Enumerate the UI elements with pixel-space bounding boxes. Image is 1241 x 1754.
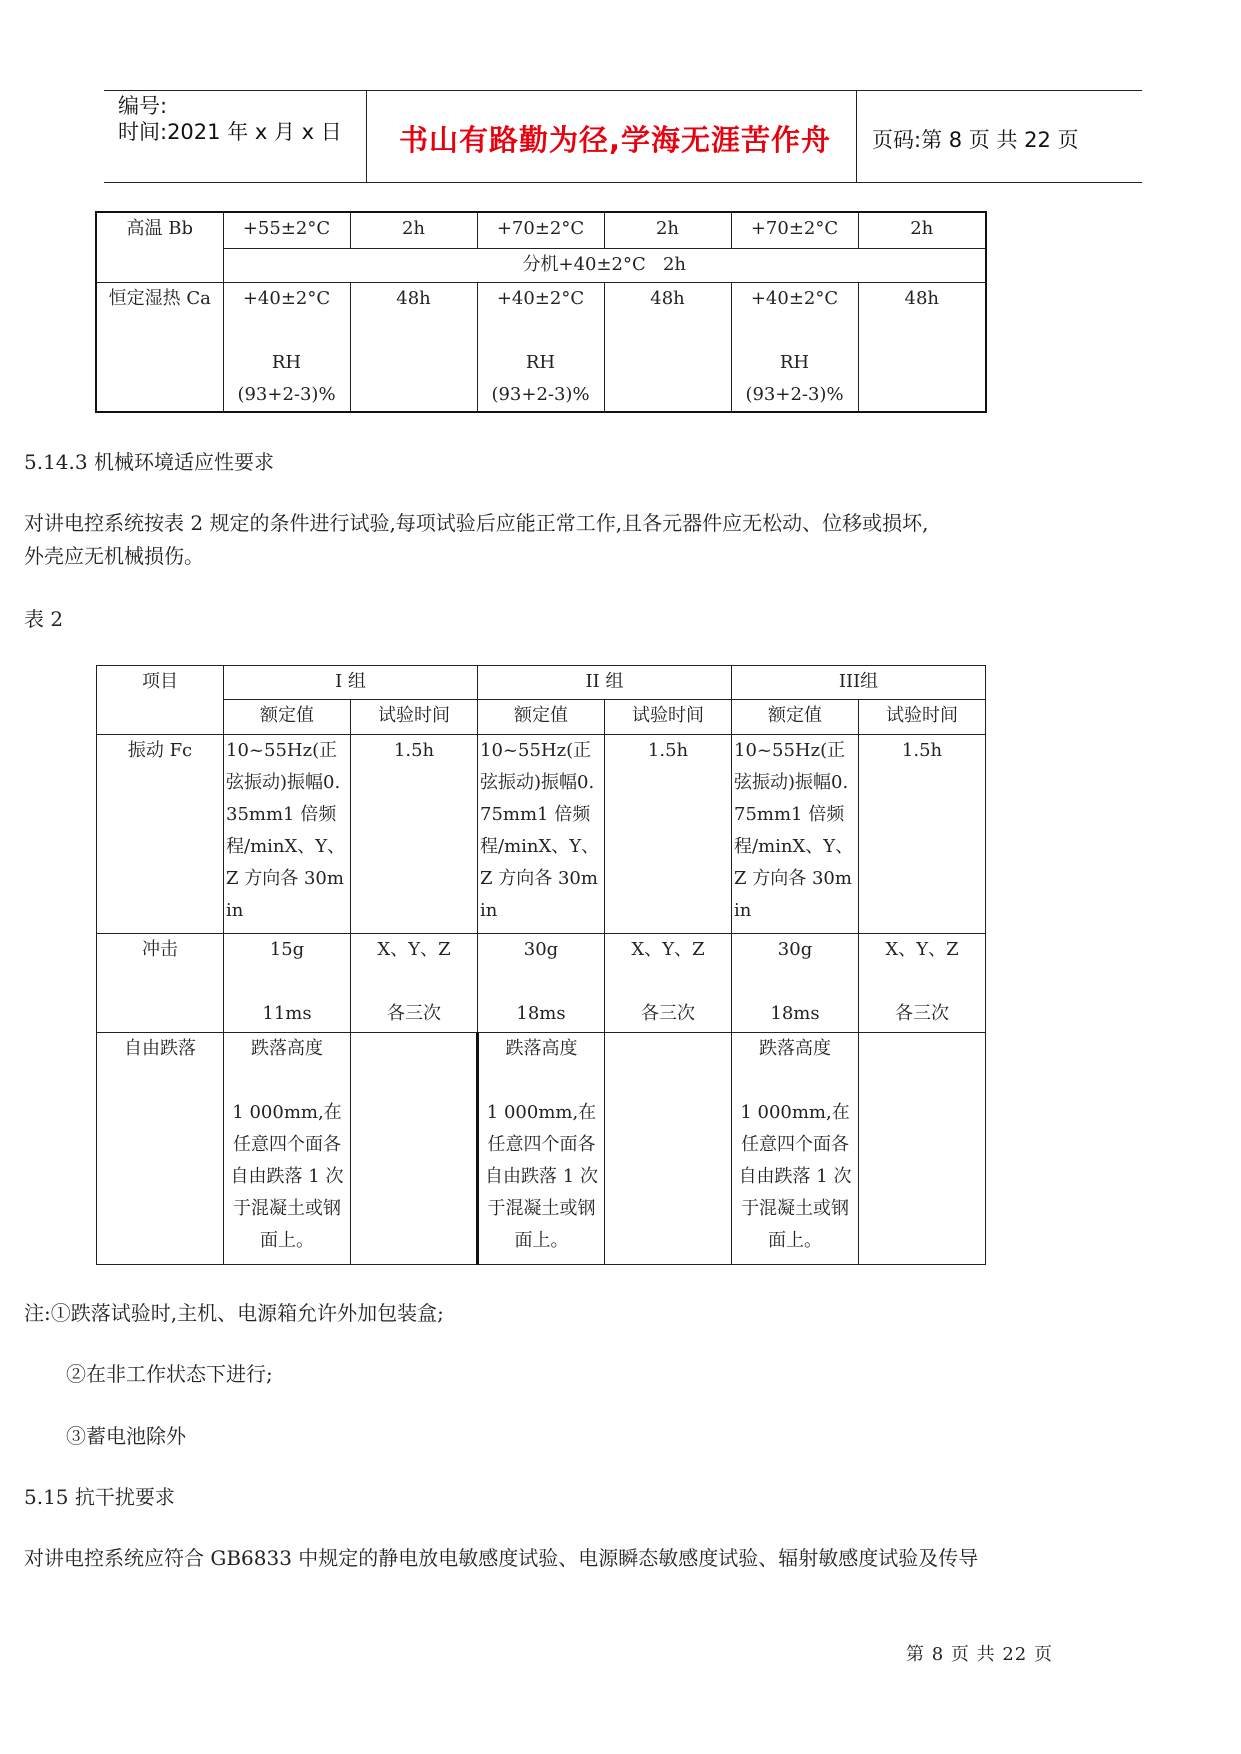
table-cell: 跌落高度 1 000mm,在任意四个面各自由跌落 1 次于混凝土或钢面上。 (478, 1033, 605, 1265)
row-label: 振动 Fc (97, 735, 224, 934)
column-header: 试验时间 (859, 700, 986, 735)
table-cell (605, 1033, 732, 1265)
table-cell: +70±2°C (477, 212, 604, 248)
section-heading: 5.14.3 机械环境适应性要求 (24, 450, 274, 474)
table-cell: 30g 18ms (478, 934, 605, 1033)
table-cell: 48h (858, 282, 986, 412)
column-header: 额定值 (224, 700, 351, 735)
table-cell: 1.5h (351, 735, 478, 934)
table-cell: 10~55Hz(正弦振动)振幅0.75mm1 倍频程/minX、Y、Z 方向各 30min (732, 735, 859, 934)
table-cell: +40±2°C RH (93+2-3)% (731, 282, 858, 412)
table-cell: +55±2°C (223, 212, 350, 248)
note-line: ②在非工作状态下进行; (66, 1362, 273, 1386)
row-label: 冲击 (97, 934, 224, 1033)
table-header-row (97, 666, 986, 700)
table-caption: 表 2 (24, 607, 64, 631)
table-cell: +70±2°C (731, 212, 858, 248)
table-cell: 1.5h (605, 735, 732, 934)
column-header: 额定值 (732, 700, 859, 735)
table-row (96, 248, 986, 282)
table-cell: 48h (604, 282, 731, 412)
table-cell: 10~55Hz(正弦振动)振幅0.35mm1 倍频程/minX、Y、Z 方向各 30min (224, 735, 351, 934)
column-header: 试验时间 (351, 700, 478, 735)
page-footer: 第 8 页 共 22 页 (906, 1644, 1053, 1665)
table-cell: 跌落高度 1 000mm,在任意四个面各自由跌落 1 次于混凝土或钢面上。 (732, 1033, 859, 1265)
table-row (96, 282, 986, 412)
column-header: 额定值 (478, 700, 605, 735)
column-header: 试验时间 (605, 700, 732, 735)
mechanical-test-table (96, 665, 986, 1265)
table-cell: +40±2°C RH (93+2-3)% (477, 282, 604, 412)
column-header-item: 项目 (97, 666, 224, 735)
header-bottom-rule (104, 182, 1142, 183)
table-cell: 10~55Hz(正弦振动)振幅0.75mm1 倍频程/minX、Y、Z 方向各 30min (478, 735, 605, 934)
table-cell: 分机+40±2°C 2h (223, 248, 986, 282)
environment-test-table (95, 211, 987, 413)
table-cell: 15g 11ms (224, 934, 351, 1033)
table-row (97, 934, 986, 1033)
table-cell: +40±2°C RH (93+2-3)% (223, 282, 350, 412)
table-cell: 2h (604, 212, 731, 248)
header-motto: 书山有路勤为径,学海无涯苦作舟 (398, 123, 832, 157)
group-header: II 组 (478, 666, 732, 700)
row-label: 自由跌落 (97, 1033, 224, 1265)
table-cell: 1.5h (859, 735, 986, 934)
table-cell: X、Y、Z 各三次 (859, 934, 986, 1033)
table-row (97, 1033, 986, 1265)
table-cell: 2h (350, 212, 477, 248)
table-cell: X、Y、Z 各三次 (351, 934, 478, 1033)
note-line: 注:①跌落试验时,主机、电源箱允许外加包装盒; (24, 1301, 444, 1325)
paragraph: 对讲电控系统按表 2 规定的条件进行试验,每项试验后应能正常工作,且各元器件应无松动、位移或损坏, (24, 511, 929, 535)
table-cell (859, 1033, 986, 1265)
row-label: 高温 Bb (96, 212, 223, 282)
note-line: ③蓄电池除外 (66, 1424, 186, 1448)
paragraph: 对讲电控系统应符合 GB6833 中规定的静电放电敏感度试验、电源瞬态敏感度试验、辐射敏感度试验及传导 (24, 1546, 979, 1570)
table-row (96, 212, 986, 248)
paragraph: 外壳应无机械损伤。 (24, 544, 204, 568)
table-cell: 30g 18ms (732, 934, 859, 1033)
table-cell (351, 1033, 478, 1265)
header-top-rule (104, 90, 1142, 91)
table-cell: 跌落高度 1 000mm,在任意四个面各自由跌落 1 次于混凝土或钢面上。 (224, 1033, 351, 1265)
serial-number-label: 编号: (118, 94, 168, 118)
table-cell: X、Y、Z 各三次 (605, 934, 732, 1033)
header-divider-left (366, 90, 367, 183)
table-header-row (97, 700, 986, 735)
row-label: 恒定湿热 Ca (96, 282, 223, 412)
table-cell: 2h (858, 212, 986, 248)
group-header: I 组 (224, 666, 478, 700)
section-heading: 5.15 抗干扰要求 (24, 1485, 175, 1509)
table-cell: 48h (350, 282, 477, 412)
time-label: 时间:2021 年 x 月 x 日 (118, 120, 342, 144)
table-row (97, 735, 986, 934)
header-page-info: 页码:第 8 页 共 22 页 (872, 128, 1079, 152)
group-header: III组 (732, 666, 986, 700)
